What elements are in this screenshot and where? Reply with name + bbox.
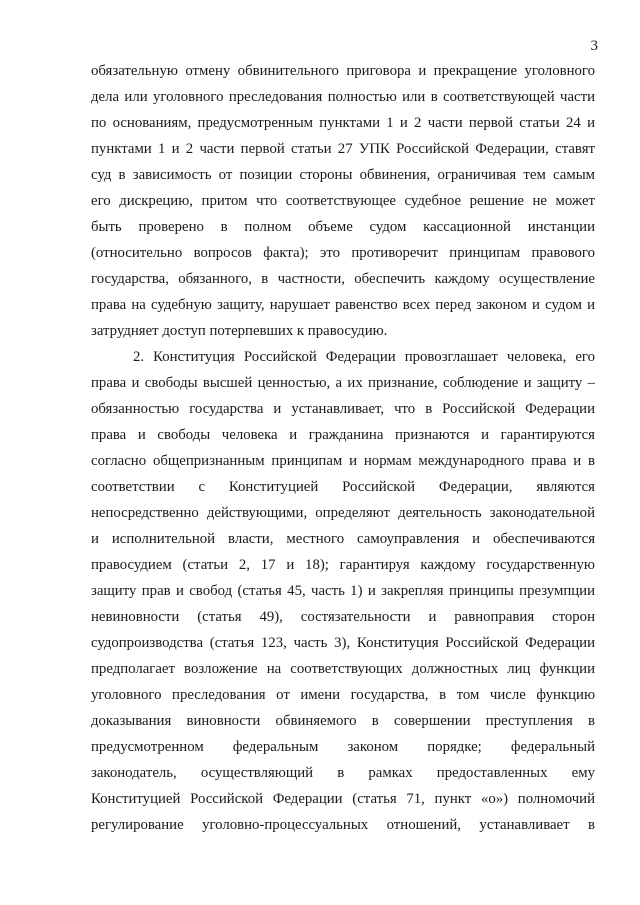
page-number: 3 <box>590 38 598 54</box>
text-line: Конституцией Российской Федерации (статья 71, пункт «о») полномочий <box>91 791 595 807</box>
paragraph-1 <box>91 58 595 344</box>
text-line: дела или уголовного преследования полностью или в соответствующей части <box>91 89 595 105</box>
text-line: по основаниям, предусмотренным пунктами 1 и 2 части первой статьи 24 и <box>91 115 595 131</box>
text-line: защиту прав и свобод (статья 45, часть 1) и закрепляя принципы презумпции <box>91 583 595 599</box>
text-line: регулирование уголовно-процессуальных отношений, устанавливает в <box>91 817 595 833</box>
text-line: соответствии с Конституцией Российской Федерации, являются <box>91 479 595 495</box>
text-line: доказывания виновности обвиняемого в совершении преступления в <box>91 713 595 729</box>
text-line: права на судебную защиту, нарушает равенство всех перед законом и судом и <box>91 297 595 313</box>
text-line: суд в зависимость от позиции стороны обвинения, ограничивая тем самым <box>91 167 595 183</box>
text-line: быть проверено в полном объеме судом кассационной инстанции <box>91 219 595 235</box>
text-line: пунктами 1 и 2 части первой статьи 27 УПК Российской Федерации, ставят <box>91 141 595 157</box>
text-line: и исполнительной власти, местного самоуправления и обеспечиваются <box>91 531 595 547</box>
text-line: обязательную отмену обвинительного приговора и прекращение уголовного <box>91 63 595 79</box>
text-line: права и свободы человека и гражданина признаются и гарантируются <box>91 427 595 443</box>
text-line: (относительно вопросов факта); это противоречит принципам правового <box>91 245 595 261</box>
text-line: правосудием (статьи 2, 17 и 18); гарантируя каждому государственную <box>91 557 595 573</box>
text-line: предполагает возложение на соответствующих должностных лиц функции <box>91 661 595 677</box>
text-line: согласно общепризнанным принципам и нормам международного права и в <box>91 453 595 469</box>
text-line: уголовного преследования от имени государства, в том числе функцию <box>91 687 595 703</box>
text-line: затрудняет доступ потерпевших к правосудию. <box>91 323 388 339</box>
text-line: 2. Конституция Российской Федерации провозглашает человека, его <box>133 349 595 365</box>
text-line: предусмотренном федеральным законом порядке; федеральный <box>91 739 595 755</box>
paragraph-2 <box>91 344 595 838</box>
text-line: обязанностью государства и устанавливает, что в Российской Федерации <box>91 401 595 417</box>
text-line: непосредственно действующими, определяют деятельность законодательной <box>91 505 595 521</box>
text-line: судопроизводства (статья 123, часть 3), Конституция Российской Федерации <box>91 635 595 651</box>
text-line: законодатель, осуществляющий в рамках предоставленных ему <box>91 765 595 781</box>
text-line: его дискрецию, притом что соответствующее судебное решение не может <box>91 193 595 209</box>
text-line: государства, обязанного, в частности, обеспечить каждому осуществление <box>91 271 595 287</box>
text-line: невиновности (статья 49), состязательности и равноправия сторон <box>91 609 595 625</box>
text-line: права и свободы высшей ценностью, а их признание, соблюдение и защиту – <box>91 375 595 391</box>
